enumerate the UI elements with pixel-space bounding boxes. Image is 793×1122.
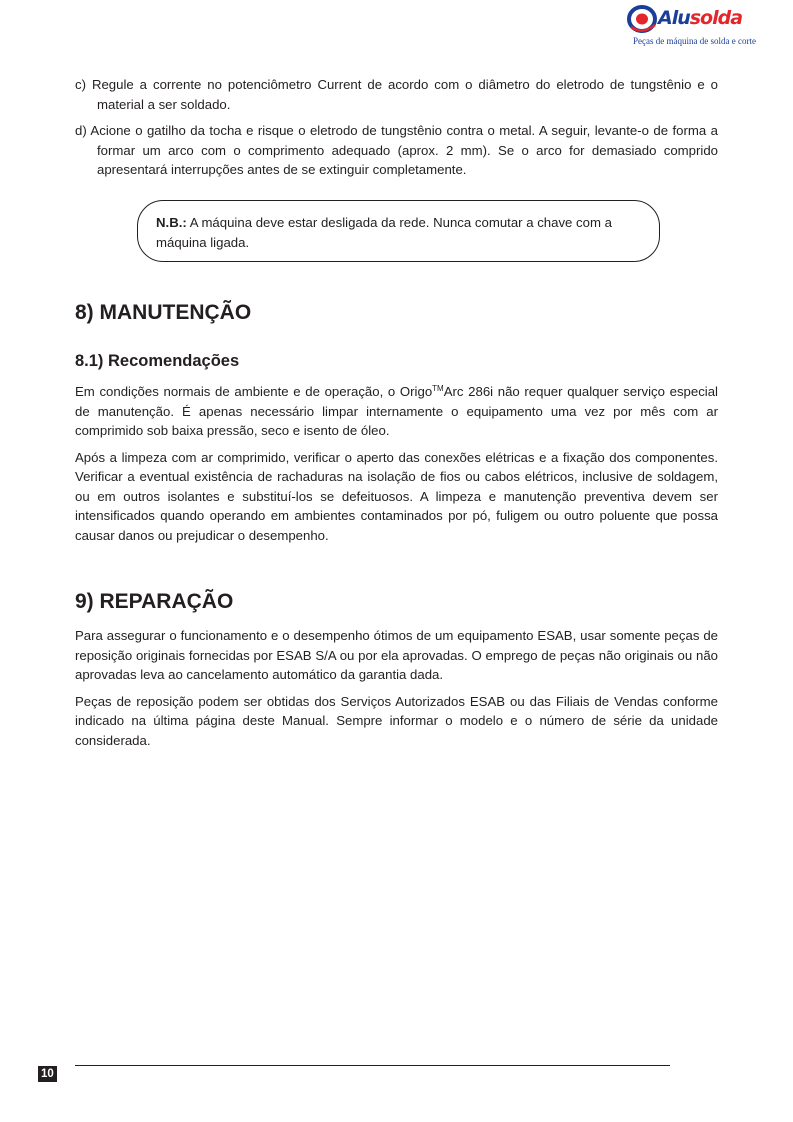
brand-logo [626, 4, 756, 50]
footer-rule [75, 1065, 670, 1066]
section-9-paragraph-1: Para assegurar o funcionamento e o desempenho ótimos de um equipamento ESAB, usar somente peças de reposição originais fornecidas por ESAB S/A ou por ela aprovadas. O emprego de peças não originais ou não aprovadas leva ao cancelamento automático da garantia dada. [75, 628, 718, 682]
section-8-1-title: 8.1) Recomendações [75, 352, 240, 370]
step-c: c) Regule a corrente no potenciômetro Current de acordo com o diâmetro do eletrodo de tungstênio e o material a ser soldado. [75, 77, 718, 112]
logo-tagline: Peças de máquina de solda e corte [633, 36, 756, 46]
trademark-mark: TM [432, 384, 444, 393]
section-8-paragraph-2: Após a limpeza com ar comprimido, verificar o aperto das conexões elétricas e a fixação dos componentes. Verificar a eventual existência de rachaduras na isolação de fios ou cabos elétricos, inclusive de soldagem, ou em outros isolantes e substituí-los se defeituosos. A limpeza e manutenção preventiva devem ser intensificados quando operando em ambientes contaminados por pó, fuligem ou outro poluente que possa causar danos ou prejudicar o desempenho. [75, 449, 718, 543]
page-number: 10 [38, 1066, 57, 1082]
step-d: d) Acione o gatilho da tocha e risque o eletrodo de tungstênio contra o metal. A seguir, levante-o de forma a formar um arco com o comprimento adequado (aprox. 2 mm). Se o arco for demasiado comprido apresentará interrupções antes de se extinguir completamente. [75, 123, 718, 177]
section-8-body [75, 382, 718, 545]
note-text [156, 213, 641, 253]
logo-swirl-icon [626, 4, 660, 36]
step-list [75, 75, 718, 180]
section-8-title: 8) MANUTENÇÃO [75, 301, 252, 324]
note-box [137, 200, 660, 262]
note-label: N.B.: [156, 215, 187, 230]
section-9-body [75, 626, 718, 750]
logo-wordmark: Alusolda [658, 7, 743, 29]
section-9-title: 9) REPARAÇÃO [75, 590, 234, 613]
section-9-paragraph-2: Peças de reposição podem ser obtidas dos Serviços Autorizados ESAB ou das Filiais de Vendas conforme indicado na última página deste Manual. Sempre informar o modelo e o número de série da unidade considerada. [75, 693, 718, 748]
note-body: A máquina deve estar desligada da rede. Nunca comutar a chave com a máquina ligada. [156, 215, 612, 250]
section-8-paragraph-1: Em condições normais de ambiente e de operação, o Origo™Arc 286i não requer qualquer serviço especial de manutenção. É apenas necessário limpar internamente o equipamento uma vez por mês com ar comprimido sob baixa pressão, seco e isento de óleo. [75, 384, 718, 438]
